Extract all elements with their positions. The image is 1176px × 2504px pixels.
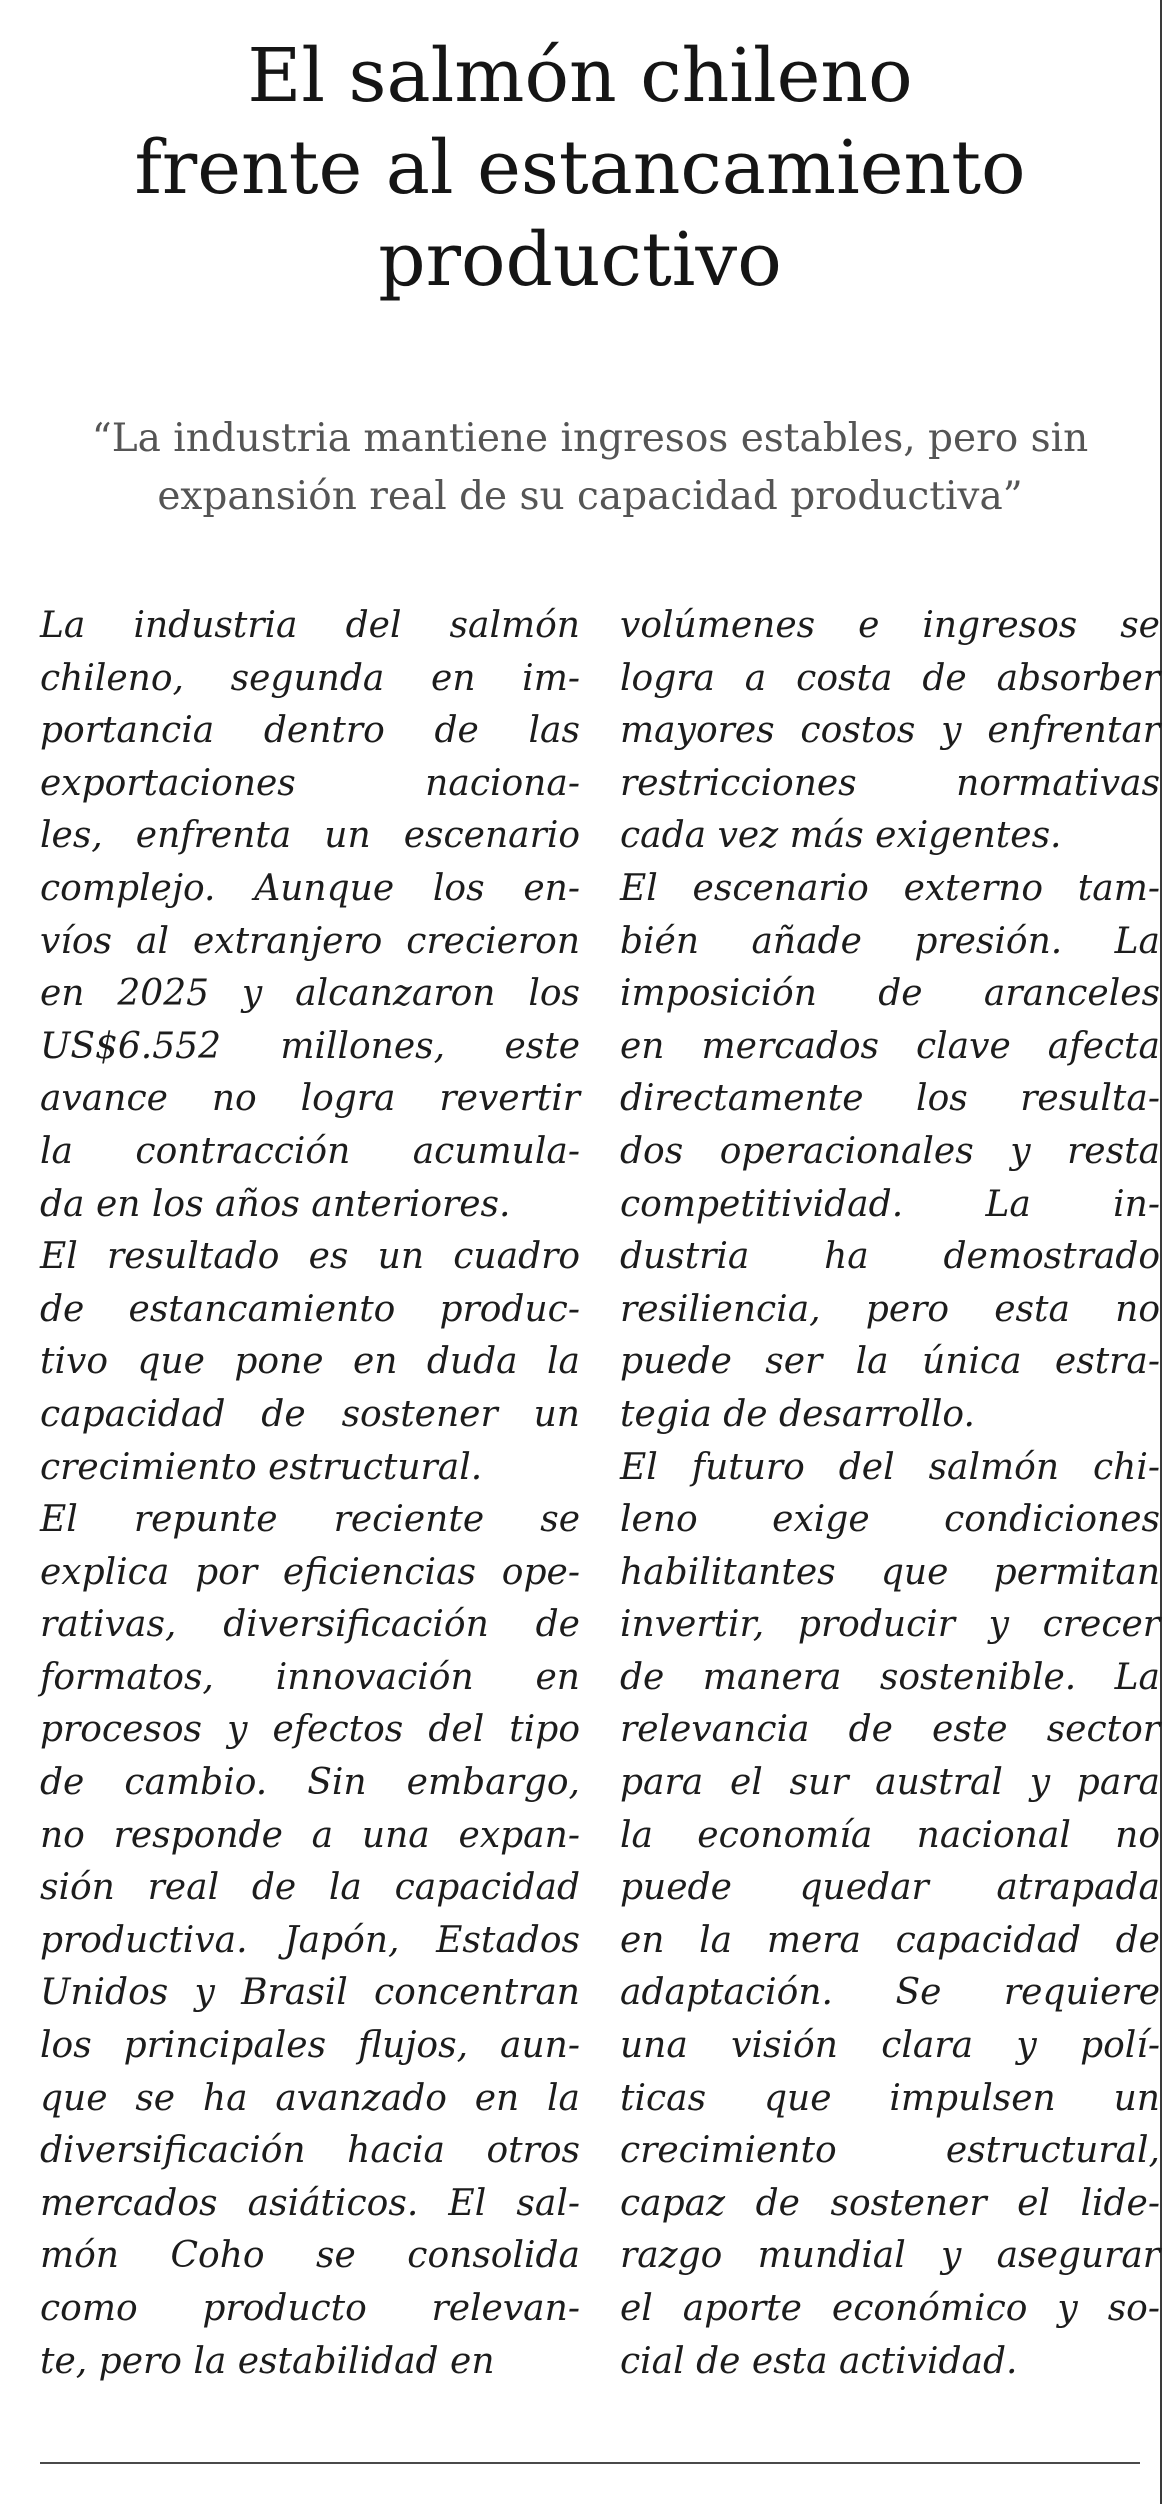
body-text-line: sión real de la capacidad: [40, 1867, 580, 1909]
article-pull-quote: [40, 410, 1140, 526]
body-text-line: habilitantes que permitan: [620, 1551, 1160, 1593]
body-text-line: leno exige condiciones: [620, 1499, 1160, 1541]
body-text-line: los principales flujos, aun-: [40, 2025, 580, 2067]
body-text-line: no responde a una expan-: [40, 1814, 580, 1856]
body-text-line: razgo mundial y asegurar: [620, 2235, 1160, 2277]
body-text-line: la economía nacional no: [620, 1814, 1160, 1856]
body-text-line: da en los años anteriores.: [40, 1183, 511, 1225]
body-text-line: procesos y efectos del tipo: [40, 1709, 580, 1751]
body-text-line: competitividad. La in-: [620, 1183, 1160, 1225]
body-text-line: crecimiento estructural,: [620, 2130, 1160, 2172]
body-text-line: que se ha avanzado en la: [40, 2077, 580, 2119]
column-divider-rule: [1160, 0, 1162, 2504]
body-text-line: de manera sostenible. La: [620, 1656, 1160, 1698]
body-text-line: rativas, diversificación de: [40, 1604, 580, 1646]
body-text-line: para el sur austral y para: [620, 1762, 1160, 1804]
body-text-line: dos operacionales y resta: [620, 1130, 1160, 1172]
bottom-rule: [40, 2462, 1140, 2464]
body-text-line: relevancia de este sector: [620, 1709, 1160, 1751]
body-text-line: formatos, innovación en: [40, 1656, 580, 1698]
headline-line: productivo: [378, 217, 782, 303]
body-text-line: dustria ha demostrado: [620, 1236, 1160, 1278]
body-text-line: bién añade presión. La: [620, 920, 1160, 962]
body-text-line: puede quedar atrapada: [620, 1867, 1160, 1909]
body-text-line: invertir, producir y crecer: [620, 1604, 1160, 1646]
article-body-column-right: [620, 600, 1160, 2388]
body-text-line: directamente los resulta-: [620, 1078, 1160, 1120]
body-text-line: La industria del salmón: [40, 605, 580, 646]
body-text-line: mercados asiáticos. El sal-: [40, 2182, 580, 2224]
body-text-line: El repunte reciente se: [40, 1499, 580, 1541]
body-text-line: capacidad de sostener un: [40, 1393, 580, 1435]
pull-quote-line: expansión real de su capacidad productiva”: [157, 474, 1023, 519]
body-text-line: en 2025 y alcanzaron los: [40, 973, 580, 1015]
body-text-line: portancia dentro de las: [40, 710, 580, 752]
body-text-line: víos al extranjero crecieron: [40, 920, 580, 962]
body-text-line: complejo. Aunque los en-: [40, 867, 580, 909]
body-text-line: de cambio. Sin embargo,: [40, 1762, 580, 1804]
body-text-line: tivo que pone en duda la: [40, 1341, 580, 1383]
body-text-line: el aporte económico y so-: [620, 2288, 1160, 2329]
body-text-line: la contracción acumula-: [40, 1130, 580, 1172]
body-text-line: adaptación. Se requiere: [620, 1972, 1160, 2014]
body-text-line: exportaciones naciona-: [40, 762, 580, 804]
body-text-line: como producto relevan-: [40, 2288, 580, 2329]
body-text-line: les, enfrenta un escenario: [40, 815, 580, 857]
body-text-line: chileno, segunda en im-: [40, 657, 580, 699]
body-text-line: capaz de sostener el lide-: [620, 2182, 1160, 2224]
body-text-line: El escenario externo tam-: [620, 867, 1160, 909]
body-text-line: logra a costa de absorber: [620, 657, 1160, 699]
body-text-line: El futuro del salmón chi-: [620, 1446, 1160, 1488]
body-text-line: productiva. Japón, Estados: [40, 1919, 580, 1961]
body-text-line: tegia de desarrollo.: [620, 1393, 975, 1435]
body-text-line: de estancamiento produc-: [40, 1288, 580, 1330]
body-text-line: en mercados clave afecta: [620, 1025, 1160, 1067]
body-text-line: diversificación hacia otros: [40, 2130, 580, 2172]
body-text-line: puede ser la única estra-: [620, 1341, 1160, 1383]
body-text-line: en la mera capacidad de: [620, 1919, 1160, 1961]
body-text-line: món Coho se consolida: [40, 2235, 580, 2277]
body-text-line: una visión clara y polí-: [620, 2025, 1160, 2067]
body-text-line: volúmenes e ingresos se: [620, 605, 1160, 646]
pull-quote-line: “La industria mantiene ingresos estables, pero sin: [91, 416, 1089, 461]
body-text-line: avance no logra revertir: [40, 1078, 580, 1120]
body-text-line: cial de esta actividad.: [620, 2340, 1018, 2382]
article-headline: [40, 30, 1120, 306]
body-text-line: El resultado es un cuadro: [40, 1236, 580, 1278]
body-text-line: crecimiento estructural.: [40, 1446, 483, 1488]
headline-line: El salmón chileno: [247, 33, 913, 119]
body-text-line: ticas que impulsen un: [620, 2077, 1160, 2119]
body-text-line: cada vez más exigentes.: [620, 815, 1062, 857]
body-text-line: Unidos y Brasil concentran: [40, 1972, 580, 2014]
body-text-line: te, pero la estabilidad en: [40, 2340, 495, 2382]
body-text-line: US$6.552 millones, este: [40, 1025, 580, 1067]
body-text-line: imposición de aranceles: [620, 973, 1160, 1015]
body-text-line: restricciones normativas: [620, 762, 1160, 804]
headline-line: frente al estancamiento: [134, 125, 1026, 211]
body-text-line: explica por eficiencias ope-: [40, 1551, 580, 1593]
body-text-line: mayores costos y enfrentar: [620, 710, 1160, 752]
article-body-column-left: [40, 600, 580, 2388]
body-text-line: resiliencia, pero esta no: [620, 1288, 1160, 1330]
